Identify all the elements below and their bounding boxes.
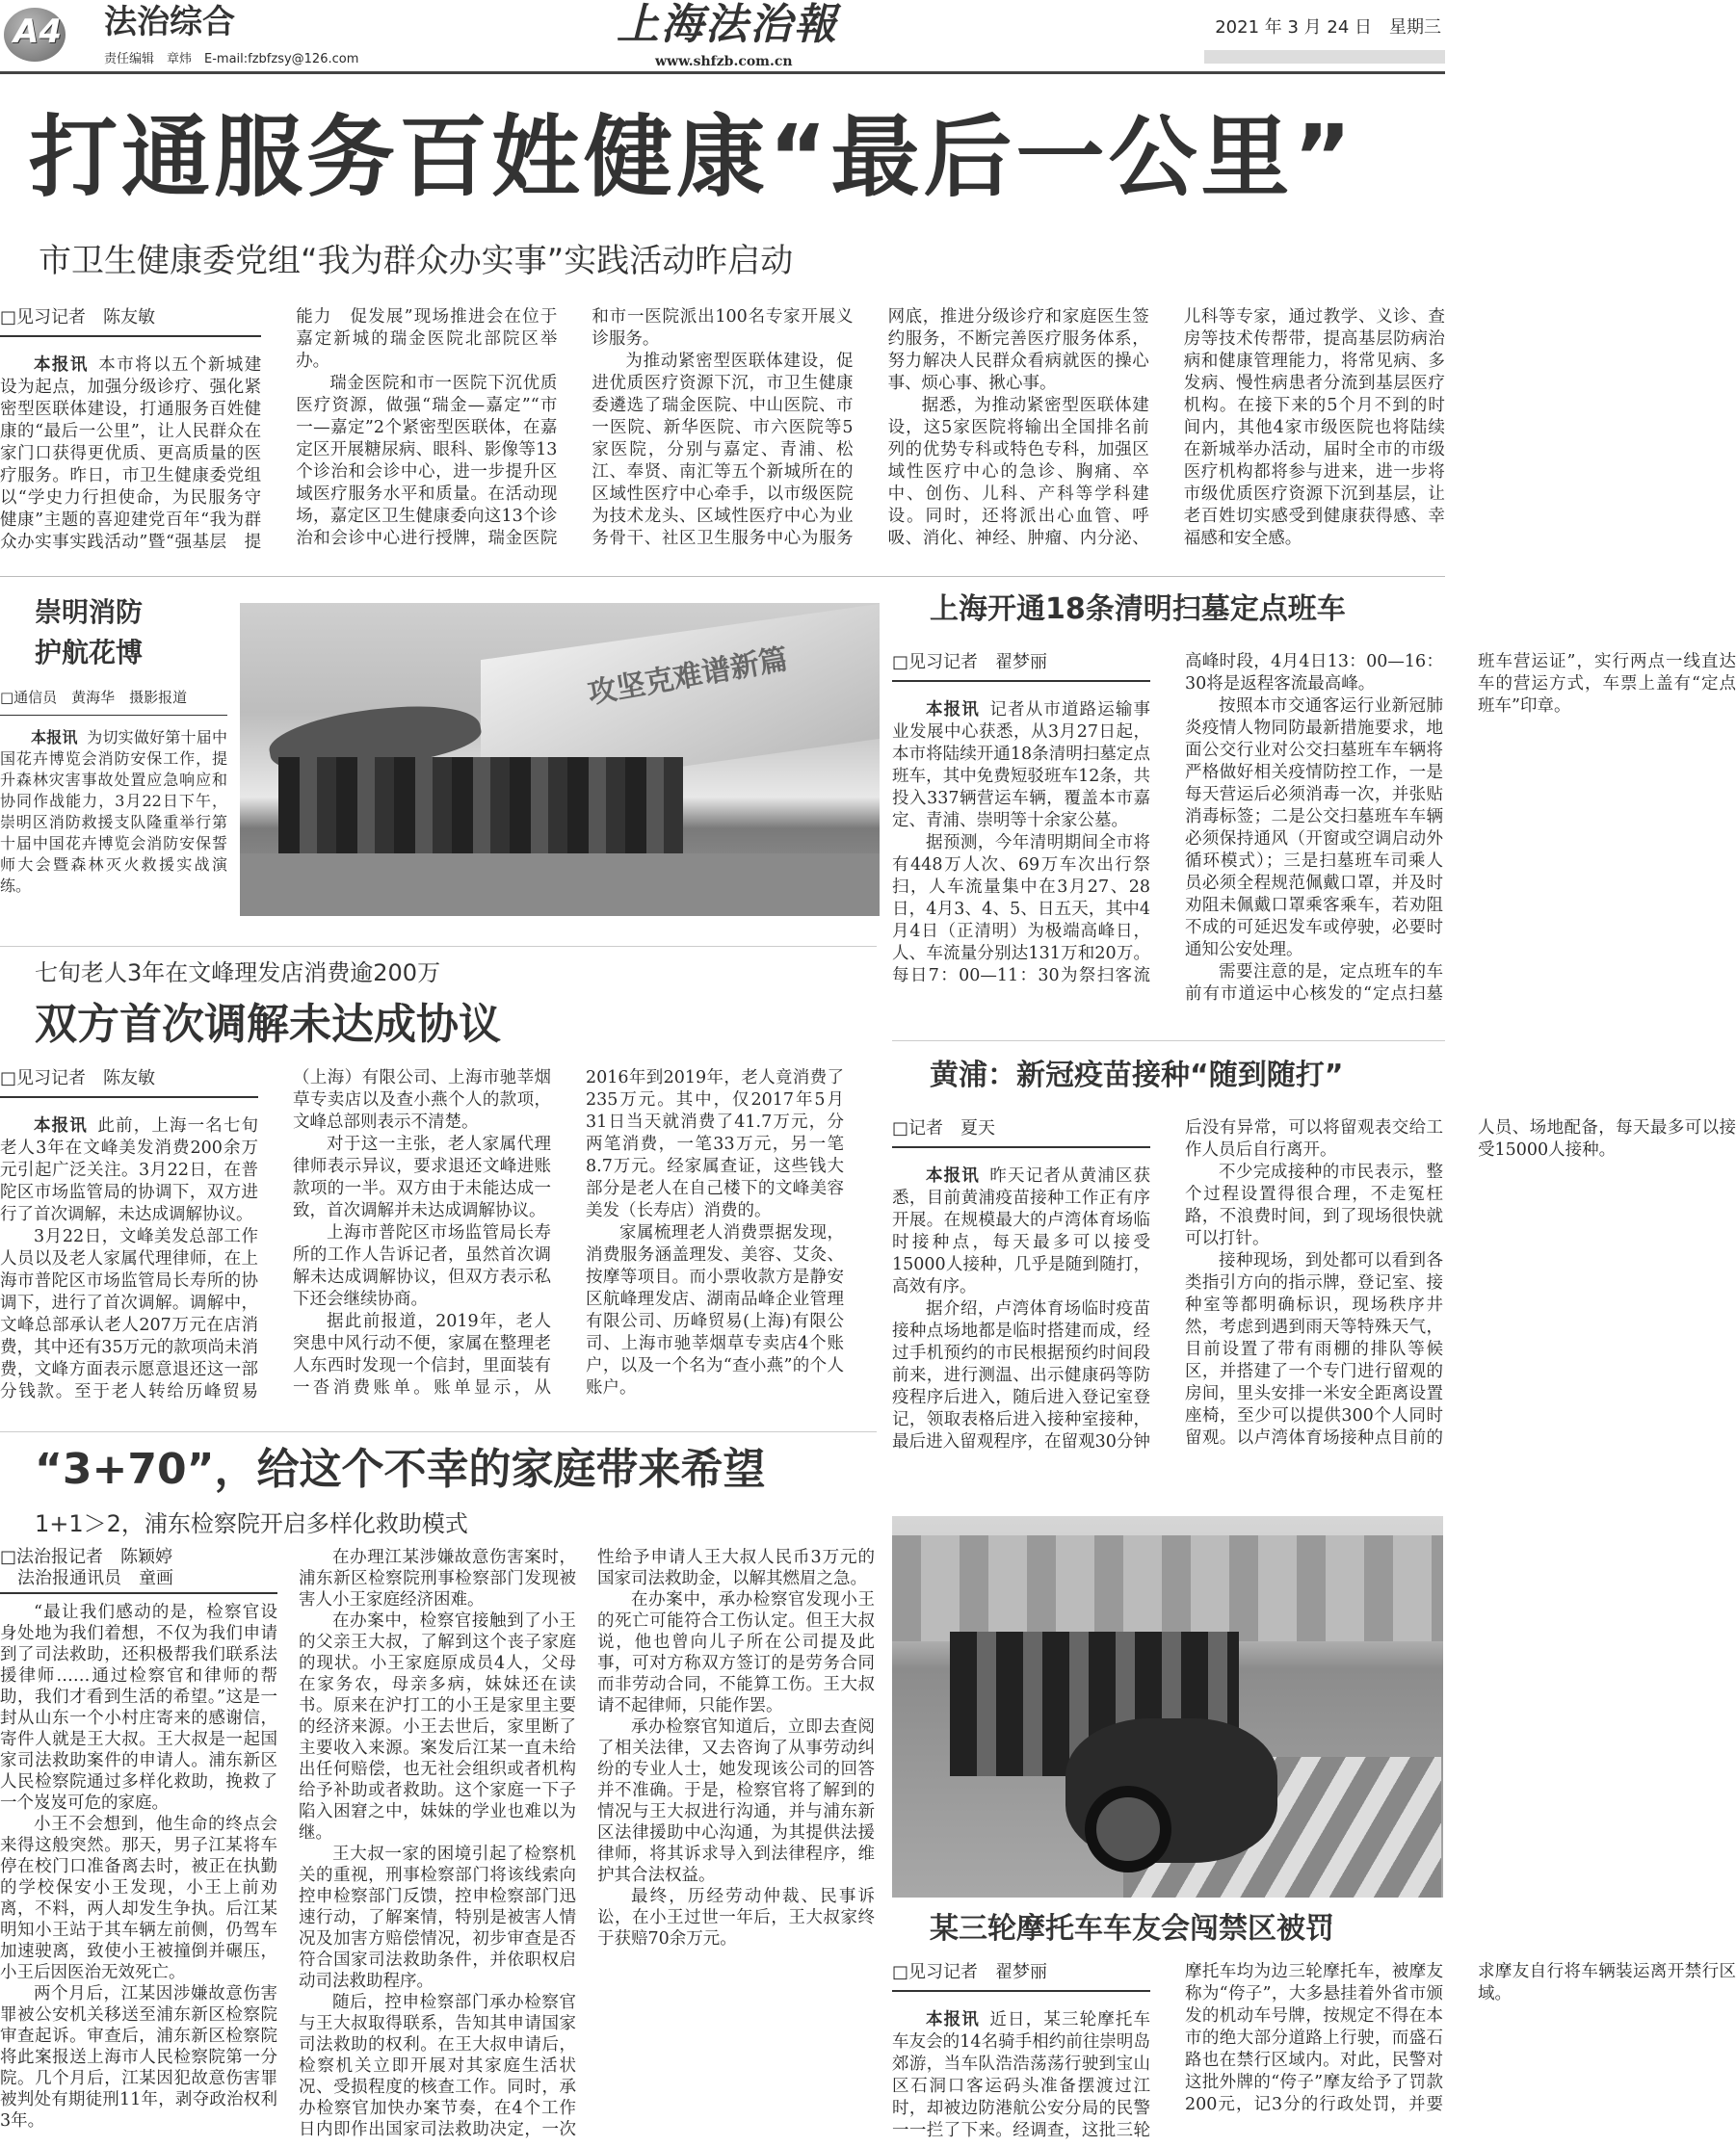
paragraph: 不少完成接种的市民表示，整个过程设置得很合理，不走冤枉路，不浪费时间，到了现场很快就可以打针。 — [1185, 1163, 1443, 1248]
byline: □通信员 黄海华 摄影报道 — [0, 686, 227, 716]
paragraph: 本报讯 昨天记者从黄浦区获悉，目前黄浦疫苗接种工作正有序开展。在规模最大的卢湾体育场临时接种点，每天最多可以接受15000人接种，几乎是随到随打，高效有序。 — [892, 1166, 1151, 1296]
paragraph: 家属梳理老人消费票据发现，消费服务涵盖理发、美容、艾灸、按摩等项目。而小票收款方是静安区航峰理发店、湖南品峰企业管理有限公司、历峰贸易(上海)有限公司、上海市驰莘烟草专卖店4个账户，以及一个名为“查小燕”的个人账户。 — [586, 1223, 844, 1398]
chongming-title-2: 护航花博 — [35, 637, 144, 668]
paragraph: 据此前报道，2019年，老人突患中风行动不便，家属在整理老人东西时发现一个信封，里面装有一沓消费账单。账单显示，从2016年到2019年，老人竟消费了235万元。其中，仅2017年5月31日当天就消费了41.7万元，分两笔消费，一笔33万元，另一笔8.7万元。经家属查证，这些钱大部分是老人在自己楼下的文峰美容美发（长寿店）消费的。 — [293, 1068, 844, 1398]
header-rule — [0, 71, 1445, 74]
paragraph: 随后，控申检察部门承办检察官与王大叔取得联系，告知其申请国家司法救助的权利。在王大叔申请后，检察机关立即开展对其家庭生活状况、受损程度的核查工作。同时，承办检察官加快办案节奏，在4个工作日内即作出国家司法救助决定，一次性给予申请人王大叔人民币3万元的国家司法救助金，以解其燃眉之急。 — [299, 1548, 875, 2139]
wheel — [1085, 1786, 1171, 1872]
paragraph: 本报讯 本市将以五个新城建设为起点，加强分级诊疗、强化紧密型医联体建设，打通服务百姓健康的“最后一公里”，让人民群众在家门口获得更优质、更高质量的医疗服务。昨日，市卫生健康委党组以“学史力行担使命，为民服务守健康”主题的喜迎建党百年“我为群众办实事实践活动”暨“强基层 提能力 促发展”现场推进会在位于嘉定新城的瑞金医院北部院区举办。 — [0, 307, 558, 552]
paragraph: 本报讯 近日，某三轮摩托车车友会的14名骑手相约前往崇明岛郊游，当车队浩浩荡荡行驶到宝山区石洞口客运码头准备摆渡过江时，却被边防港航公安分局的民警一一拦了下来。经调查，这批三轮摩托车均为边三轮摩托车，被摩友称为“侉子”，大多悬挂着外省市颁发的机动车号牌，按规定不得在本市的绝大部分道路上行驶，而盛石路也在禁行区域内。对此，民警对这批外牌的“侉子”摩友给予了罚款200元，记3分的行政处罚，并要求摩友自行将车辆装运离开禁行区域。 — [892, 1962, 1736, 2140]
wenfeng-headline: 双方首次调解未达成协议 — [35, 1000, 501, 1049]
paragraph: 据悉，为推动紧密型医联体建设，这5家医院将输出全国排名前列的优势专科或特色专科，加强区域性医疗中心的急诊、胸痛、卒中、创伤、儿科、产科等学科建设。同时，还将派出心血管、呼吸、消化、神经、肿瘤、内分泌、儿科等专家，通过教学、义诊、查房等技术传帮带，提高基层防病治病和健康管理能力，将常见病、多发病、慢性病患者分流到基层医疗机构。在接下来的5个月不到的时间内，其他4家市级医院也将陆续在新城举办活动，届时全市的市级医疗机构都将参与进来，进一步将市级优质医疗资源下沉到基层，让老百姓切实感受到健康获得感、幸福感和安全感。 — [887, 307, 1445, 548]
byline: □法治报记者 陈颖婷 法治报通讯员 童画 — [0, 1547, 277, 1594]
divider — [0, 946, 877, 947]
website: www.shfzb.com.cn — [655, 54, 793, 69]
paragraph: 两个月后，江某因涉嫌故意伤害罪被公安机关移送至浦东新区检察院审查起诉。审查后，浦东新区检察院将此案报送上海市人民检察院第一分院。几个月后，江某因犯故意伤害罪被判处有期徒刑11年，剥夺政治权利3年。 — [0, 1984, 277, 2131]
paragraph: 为推动紧密型医联体建设，促进优质医疗资源下沉，市卫生健康委遴选了瑞金医院、中山医院、市一医院、新华医院、市六医院等5家医院，分别与嘉定、青浦、松江、奉贤、南汇等五个新城所在的区域性医疗中心牵手，以市级医院为技术龙头、区域性医疗中心为业务骨干、社区卫生服务中心为服务网底，推进分级诊疗和家庭医生签约服务，不断完善医疗服务体系，努力解决人民群众看病就医的操心事、烦心事、揪心事。 — [592, 307, 1149, 548]
trees — [892, 1535, 1443, 1641]
paragraph: 本报讯 记者从市道路运输事业发展中心获悉，从3月27日起，本市将陆续开通18条清明扫墓定点班车，其中免费短驳班车12条，共投入337辆营运车辆，覆盖本市嘉定、青浦、崇明等十余家公墓。 — [892, 700, 1151, 830]
paragraph: 上海市普陀区市场监管局长寿所的工作人告诉记者，虽然首次调解未达成调解协议，但双方表示私下还会继续协商。 — [293, 1223, 551, 1309]
divider — [0, 576, 1445, 577]
huangpu-headline: 黄浦：新冠疫苗接种“随到随打” — [930, 1059, 1344, 1092]
paragraph: 在办案中，承办检察官发现小王的死亡可能符合工伤认定。但王大叔说，他也曾向儿子所在公司提及此事，可对方称双方签订的是劳务合同而非劳动合同，不能算工伤。王大叔请不起律师，只能作罢。 — [597, 1590, 875, 1715]
divider — [0, 1431, 877, 1432]
paragraph: 在办案中，检察官接触到了小王的父亲王大叔，了解到这个丧子家庭的现状。小王家庭原成员4人，父母在家务农，母亲多病，妹妹还在读书。原来在沪打工的小王是家里主要的经济来源。小王去世后，家里断了主要收入来源。案发后江某一直未给出任何赔偿，也无社会组织或者机构给予补助或者救助。这个家庭一下子陷入困窘之中，妹妹的学业也难以为继。 — [299, 1611, 576, 1843]
paragraph: 据预测，今年清明期间全市将有448万人次、69万车次出行祭扫，人车流量集中在3月27、28日，4月3、4、5、日五天，其中4月4日（正清明）为极端高峰日，人、车流量分别达131万和20万。每日7：00—11：30为祭扫客流高峰时段，4月4日13：00—16：30将是返程客流最高峰。 — [892, 652, 1443, 985]
qingming-body — [892, 651, 1736, 1022]
stage-platform — [240, 853, 880, 916]
chongming-body — [0, 686, 227, 917]
header-gray-band — [1204, 50, 1445, 64]
lead-tag: 本报讯 — [34, 355, 89, 375]
page-number: A4 — [13, 13, 62, 51]
paragraph: 对于这一主张，老人家属代理律师表示异议，要求退还文峰进账款项的一半。双方由于未能达成一致，首次调解并未达成调解协议。 — [293, 1135, 551, 1220]
issue-date: 2021 年 3 月 24 日 星期三 — [1215, 17, 1441, 38]
byline: □见习记者 翟梦丽 — [892, 1961, 1150, 1992]
banner-text: 攻坚克难谱新篇 — [585, 642, 791, 711]
wenfeng-body — [0, 1067, 844, 1414]
lead-story-body — [0, 306, 1445, 563]
byline: □见习记者 翟梦丽 — [892, 651, 1150, 682]
paragraph: 小王不会想到，他生命的终点会来得这般突然。那天，男子江某将车停在校门口准备离去时，被正在执勤的学校保安小王发现，小王上前劝离，不料，两人却发生争执。后江某明知小王站于其车辆左前侧，仍驾车加速驶离，致使小王被撞倒并碾压，小王后因医治无效死亡。 — [0, 1815, 277, 1982]
lead-headline: 打通服务百姓健康“最后一公里” — [29, 106, 1355, 209]
paragraph: 承办检察官知道后，立即去查阅了相关法律，又去咨询了从事劳动纠纷的专业人士，她发现该公司的回答并不准确。于是，检察官将了解到的情况与王大叔进行沟通，并与浦东新区法律援助中心沟通，为其提供法援律师，将其诉求导入到法律程序，维护其合法权益。 — [597, 1717, 875, 1885]
paragraph: 接种现场，到处都可以看到各类指引方向的指示牌，登记室、接种室等都明确标识，现场秩序井然，考虑到遇到雨天等特殊天气，目前设置了带有雨棚的排队等候区，并搭建了一个专门进行留观的房间，里头安排一米安全距离设置座椅，至少可以提供300个人同时留观。以卢湾体育场接种点目前的人员、场地配备，每天最多可以接受15000人接种。 — [1185, 1118, 1736, 1448]
paragraph: 瑞金医院和市一医院下沉优质医疗资源，做强“瑞金—嘉定”“市一—嘉定”2个紧密型医联体，在嘉定区开展糖尿病、眼科、影像等13个诊治和会诊中心，进一步提升区域医疗服务水平和质量。在活动现场，嘉定区卫生健康委向这13个诊治和会诊中心进行授牌，瑞金医院和市一医院派出100名专家开展义诊服务。 — [296, 307, 854, 548]
paragraph: “最让我们感动的是，检察官设身处地为我们着想，不仅为我们申请到了司法救助，还积极帮我们联系法援律师……通过检察官和律师的帮助，我们才看到生活的希望。”这是一封从山东一个小村庄寄来的感谢信，寄件人就是王大叔。王大叔是一起国家司法救助案件的申请人。浦东新区人民检察院通过多样化救助，挽救了一个岌岌可危的家庭。 — [0, 1603, 277, 1813]
editor-info: 责任编辑 章炜 E-mail:fzbfzsy@126.com — [104, 52, 359, 66]
paragraph: 本报讯 为切实做好第十届中国花卉博览会消防安保工作，提升森林灾害事故处置应急响应和协同作战能力，3月22日下午，崇明区消防救援支队隆重举行第十届中国花卉博览会消防安保誓师大会暨森林灭火救援实战演练。 — [0, 728, 227, 895]
divider — [892, 1040, 1445, 1041]
tricycle-body — [892, 1961, 1736, 2147]
masthead-logo: 上海法治報 — [617, 0, 838, 49]
paragraph: 最终，历经劳动仲裁、民事诉讼，在小王过世一年后，王大叔家终于获赔70余万元。 — [597, 1887, 875, 1949]
wenfeng-kicker: 七旬老人3年在文峰理发店消费逾200万 — [35, 959, 441, 986]
huangpu-body — [892, 1117, 1736, 1474]
fire-drill-photo — [240, 603, 880, 916]
tricycle-headline: 某三轮摩托车车友会闯禁区被罚 — [930, 1912, 1334, 1946]
byline: □见习记者 陈友敏 — [0, 1067, 258, 1098]
pudong-headline: “3+70”，给这个不幸的家庭带来希望 — [35, 1445, 766, 1494]
pudong-body — [0, 1547, 875, 2147]
police-tricycle-photo — [892, 1516, 1443, 1898]
paragraph: 需要注意的是，定点班车的车前有市道运中心核发的“定点扫墓班车营运证”，实行两点一线直达车的营运方式，车票上盖有“定点班车”印章。 — [1185, 652, 1736, 1004]
section-title: 法治综合 — [104, 3, 235, 41]
paragraph: 王大叔一家的困境引起了检察机关的重视，刑事检察部门将该线索向控申检察部门反馈，控申检察部门迅速行动，了解案情，特别是被害人情况及加害方赔偿情况，初步审查是否符合国家司法救助条件，并依职权启动司法救助程序。 — [299, 1845, 576, 1991]
paragraph: 在办理江某涉嫌故意伤害案时，浦东新区检察院刑事检察部门发现被害人小王家庭经济困难。 — [299, 1548, 576, 1610]
qingming-headline: 上海开通18条清明扫墓定点班车 — [930, 592, 1346, 626]
chongming-title-1: 崇明消防 — [35, 596, 144, 628]
paragraph: 据介绍，卢湾体育场临时疫苗接种点场地都是临时搭建而成，经过手机预约的市民根据预约时间段前来，进行测温、出示健康码等防疫程序后进入，随后进入登记室登记，领取表格后进入接种室接种，最后进入留观程序，在留观30分钟后没有异常，可以将留观表交给工作人员后自行离开。 — [892, 1118, 1443, 1452]
paragraph: 3月22日，文峰美发总部工作人员以及老人家属代理律师，在上海市普陀区市场监管局长寿所的协调下，进行了首次调解。调解中，文峰总部承认老人207万元在店消费，其中还有35万元的款项尚未消费，文峰方面表示愿意退还这一部分钱款。至于老人转给历峰贸易（上海）有限公司、上海市驰莘烟草专卖店以及查小燕个人的款项，文峰总部则表示不清楚。 — [0, 1068, 551, 1401]
paragraph: 按照本市交通客运行业新冠肺炎疫情人物同防最新措施要求，地面公交行业对公交扫墓班车车辆将严格做好相关疫情防控工作，一是每天营运后必须消毒一次，并张贴消毒标签；二是公交扫墓班车车辆必须保持通风（开窗或空调启动外循环模式）；三是扫墓班车司乘人员必须全程规范佩戴口罩，并及时劝阻未佩戴口罩乘客乘车，若劝阻不成的可延迟发车或停驶，必要时通知公安处理。 — [1185, 696, 1443, 959]
pudong-subheadline: 1+1＞2，浦东检察院开启多样化救助模式 — [35, 1510, 468, 1537]
lead-subheadline: 市卫生健康委党组“我为群众办实事”实践活动昨启动 — [39, 242, 794, 280]
byline: □见习记者 陈友敏 — [0, 306, 261, 337]
paragraph: 本报讯 此前，上海一名七旬老人3年在文峰美发消费200余万元引起广泛关注。3月22日，在普陀区市场监管局的协调下，双方进行了首次调解，未达成调解协议。 — [0, 1116, 259, 1224]
byline: □记者 夏天 — [892, 1117, 1150, 1148]
